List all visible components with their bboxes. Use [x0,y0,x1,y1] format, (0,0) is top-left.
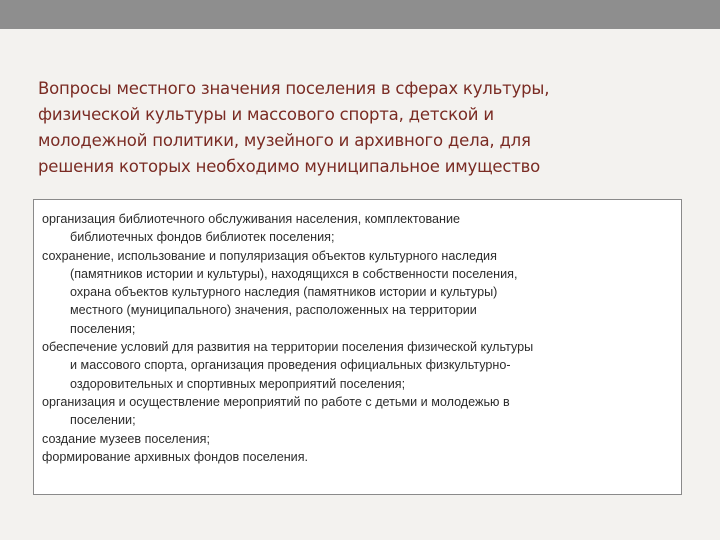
list-item-library [42,210,678,247]
list-item-archives [42,448,678,466]
list-item-heritage [42,247,678,338]
item-line: сохранение, использование и популяризация объектов культурного наследия [42,248,497,263]
item-line: оздоровительных и спортивных мероприятий поселения; [70,376,406,391]
item-line: создание музеев поселения; [42,431,210,446]
title-line: физической культуры и массового спорта, детской и [38,105,494,124]
slide-title [38,76,698,180]
item-line: местного (муниципального) значения, расположенных на территории [70,303,477,318]
title-line: Вопросы местного значения поселения в сферах культуры, [38,79,550,98]
item-line: организация и осуществление мероприятий по работе с детьми и молодежью в [42,394,510,409]
title-line: молодежной политики, музейного и архивного дела, для [38,131,531,150]
list-item-museums [42,430,678,448]
item-line: поселения; [70,321,136,336]
item-line: и массового спорта, организация проведения официальных физкультурно- [70,358,511,373]
title-line: решения которых необходимо муниципальное имущество [38,157,541,176]
item-line: охрана объектов культурного наследия (памятников истории и культуры) [70,285,498,300]
top-bar [0,0,720,29]
item-line: обеспечение условий для развития на территории поселения физической культуры [42,340,534,355]
item-line: организация библиотечного обслуживания населения, комплектование [42,212,461,226]
list-item-youth [42,393,678,430]
item-line: формирование архивных фондов поселения. [42,449,309,464]
content-box [33,199,682,495]
issues-list [42,210,678,466]
list-item-sport [42,338,678,393]
item-line: (памятников истории и культуры), находящихся в собственности поселения, [70,266,518,281]
item-line: библиотечных фондов библиотек поселения; [70,230,335,245]
item-line: поселении; [70,413,136,428]
